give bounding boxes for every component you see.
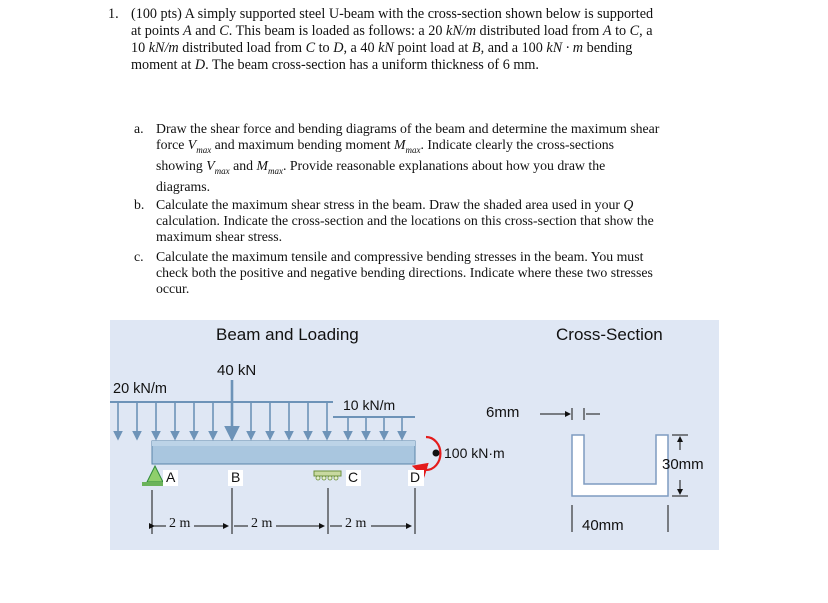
section-title: Cross-Section (556, 325, 663, 344)
problem-number: 1. (108, 6, 119, 22)
dist-load-2-label: 10 kN/m (343, 397, 396, 413)
beam-title: Beam and Loading (216, 325, 359, 344)
part-a-line: showing $V_{max}$ and $M_{max}$. Provide reasonable explanations about how you draw the (156, 158, 606, 177)
support-a-pin (147, 466, 163, 482)
part-c-label: c. (134, 248, 144, 264)
thickness-label: 6mm (486, 404, 520, 421)
point-c-label: C (348, 469, 359, 485)
width-label: 40mm (582, 517, 624, 534)
part-a-line: diagrams. (156, 179, 211, 195)
problem-line-4: moment at D. The beam cross-section has a uniform thickness of 6 mm. (131, 57, 539, 73)
part-c-line: occur. (156, 281, 190, 297)
dist-load-1-arrows (118, 402, 327, 439)
roller-wheels (316, 476, 338, 480)
support-c-roller (314, 471, 341, 476)
dist-load-1-label: 20 kN/m (113, 381, 167, 397)
problem-statement (108, 6, 720, 74)
height-label: 30mm (662, 456, 704, 473)
part-b-line: calculation. Indicate the cross-section and the locations on this cross-section that show the (156, 212, 654, 228)
beam-diagram (110, 320, 719, 550)
part-a-line: force $V_{max}$ and maximum bending moment $M_{max}$. Indicate clearly the cross-sections (156, 137, 614, 156)
moment-label: 100 kN·m (444, 445, 505, 461)
moment-point-d (433, 450, 440, 457)
part-b (134, 197, 720, 246)
point-b-label: B (231, 469, 241, 485)
part-b-line: maximum shear stress. (156, 229, 283, 245)
part-b-label: b. (134, 196, 145, 212)
span-cd-label: 2 m (345, 516, 367, 531)
dist-load-2-arrows (348, 417, 402, 439)
problem-parts (134, 121, 720, 298)
problem-line-1: 1. (100 pts) A simply supported steel U-beam with the cross-section shown below is supported (108, 6, 654, 22)
span-ab-label: 2 m (169, 516, 191, 531)
point-d-label: D (410, 469, 421, 485)
beam-highlight (152, 441, 415, 446)
part-a-label: a. (134, 121, 144, 136)
part-b-line: Calculate the maximum shear stress in the beam. Draw the shaded area used in your Q (156, 196, 634, 212)
part-a (134, 121, 720, 196)
part-c-line: check both the positive and negative bending directions. Indicate where these two stresses (156, 264, 653, 280)
part-c (134, 249, 720, 298)
point-a-label: A (166, 469, 176, 485)
beam-figure (110, 320, 719, 550)
problem-line-3: 10 kN/m distributed load from C to D, a 40 kN point load at B, and a 100 kN · m bending (131, 40, 633, 56)
part-c-line: Calculate the maximum tensile and compressive bending stresses in the beam. You must (156, 248, 644, 264)
problem-line-2: at points A and C. This beam is loaded as follows: a 20 kN/m distributed load from A to C, a (131, 23, 653, 39)
span-dimensions (152, 488, 415, 534)
span-bc-label: 2 m (251, 516, 273, 531)
point-load-label: 40 kN (217, 362, 257, 379)
u-section (572, 435, 668, 496)
part-a-line: Draw the shear force and bending diagrams of the beam and determine the maximum shear (156, 121, 660, 136)
